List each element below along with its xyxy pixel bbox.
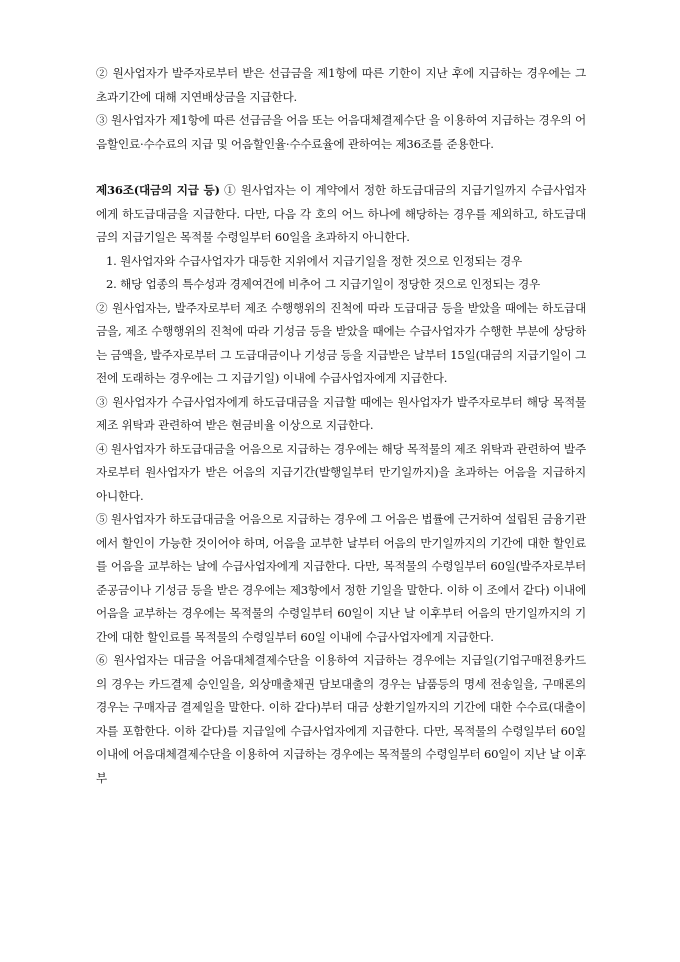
article-36-paragraph-5: ⑤ 원사업자가 하도급대금을 어음으로 지급하는 경우에 그 어음은 법률에 근거하여 설립된 금융기관에서 할인이 가능한 것이어야 하며, 어음을 교부한 날부터 어음의 만기일까지의 기간에 대한 할인료를 어음을 교부하는 날에 수급사업자에게 지급한다. 다만, 목적물의 수령일부터 60일(발주자로부터 준공금이나 기성금 등을 받은 경우에는 제3항에서 정한 기일을 말한다. 이하 이 조에서 같다) 이내에 어음을 교부하는 경우에는 목적물의 수령일부터 60일이 지난 날 이후부터 어음의 만기일까지의 기간에 대한 할인료를 목적물의 수령일부터 60일 이내에 수급사업자에게 지급한다. bbox=[96, 512, 586, 644]
article-36-paragraph-2: ② 원사업자는, 발주자로부터 제조 수행행위의 진척에 따라 도급대금 등을 받았을 때에는 하도급대금을, 제조 수행행위의 진척에 따라 기성금 등을 받았을 때에는 수급사업자가 수행한 부분에 상당하는 금액을, 발주자로부터 그 도급대금이나 기성금 등을 지급받은 날부터 15일(대금의 지급기일이 그 전에 도래하는 경우에는 그 지급기일) 이내에 수급사업자에게 지급한다. bbox=[96, 300, 586, 385]
article-36-paragraph-3: ③ 원사업자가 수급사업자에게 하도급대금을 지급할 때에는 원사업자가 발주자로부터 해당 목적물 제조 위탁과 관련하여 받은 현금비율 이상으로 지급한다. bbox=[96, 394, 586, 432]
article-36-item-2: 2. 해당 업종의 특수성과 경제여건에 비추어 그 지급기일이 정당한 것으로 인정되는 경우 bbox=[106, 277, 540, 291]
article-36-paragraph-4: ④ 원사업자가 하도급대금을 어음으로 지급하는 경우에는 해당 목적물의 제조 위탁과 관련하여 발주자로부터 원사업자가 받은 어음의 지급기간(발행일부터 만기일까지)을 초과하는 어음을 지급하지 아니한다. bbox=[96, 441, 586, 503]
article-36-paragraph-1 bbox=[96, 179, 586, 250]
article-36-paragraph-6: ⑥ 원사업자는 대금을 어음대체결제수단을 이용하여 지급하는 경우에는 지급일(기업구매전용카드의 경우는 카드결제 승인일을, 외상매출채권 담보대출의 경우는 납품등의 명세 전송일을, 구매론의 경우는 구매자금 결제일을 말한다. 이하 같다)부터 대금 상환기일까지의 기간에 대한 수수료(대출이자를 포함한다. 이하 같다)를 지급일에 수급사업자에게 지급한다. 다만, 목적물의 수령일부터 60일 이내에 어음대체결제수단을 이용하여 지급하는 경우에는 목적물의 수령일부터 60일이 지난 날 이후부 bbox=[96, 653, 586, 785]
article-36-item-1: 1. 원사업자와 수급사업자가 대등한 지위에서 지급기일을 정한 것으로 인정되는 경우 bbox=[106, 253, 523, 268]
paragraph-advance-payment-2: ② 원사업자가 발주자로부터 받은 선급금을 제1항에 따른 기한이 지난 후에 지급하는 경우에는 그 초과기간에 대해 지연배상금을 지급한다. bbox=[96, 66, 586, 104]
section-spacer bbox=[96, 156, 586, 179]
document-body bbox=[96, 62, 586, 790]
article-36-title: 제36조(대금의 지급 등) bbox=[96, 183, 220, 197]
paragraph-advance-payment-3: ③ 원사업자가 제1항에 따른 선급금을 어음 또는 어음대체결제수단 을 이용하여 지급하는 경우의 어음할인료·수수료의 지급 및 어음할인율·수수료율에 관하여는 제36조를 준용한다. bbox=[96, 113, 586, 151]
article-36-paragraph-1-text: ① 원사업자는 이 계약에서 정한 하도급대금의 지급기일까지 수급사업자에게 하도급대금을 지급한다. 다만, 다음 각 호의 어느 하나에 해당하는 경우를 제외하고, 하도급대금의 지급기일은 목적물 수령일부터 60일을 초과하지 아니한다. bbox=[96, 183, 586, 244]
